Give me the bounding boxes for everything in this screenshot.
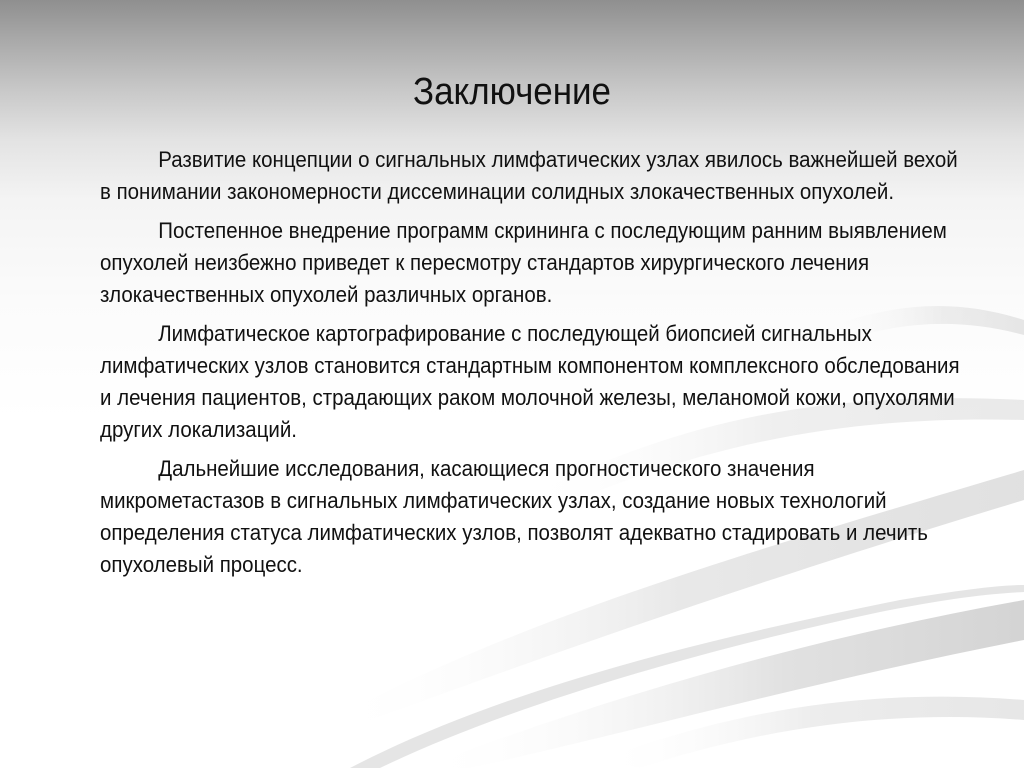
paragraph-further-research: Дальнейшие исследования, касающиеся прогностического значения микрометастазов в сигнальных лимфатических узлах, создание новых технологий определения статуса лимфатических узлов, позволят адекватно стадировать и лечить опухолевый процесс.	[100, 456, 928, 577]
slide-title: Заключение	[412, 71, 612, 113]
slide-body	[100, 144, 960, 588]
paragraph-sentinel-concept: Развитие концепции о сигнальных лимфатических узлах явилось важнейшей вехой в понимании закономерности диссеминации солидных злокачественных опухолей.	[100, 147, 958, 204]
paragraph-screening: Постепенное внедрение программ скрининга с последующим ранним выявлением опухолей неизбежно приведет к пересмотру стандартов хирургического лечения злокачественных опухолей различных органов.	[100, 218, 947, 307]
paragraph-lymphatic-mapping: Лимфатическое картографирование с последующей биопсией сигнальных лимфатических узлов становится стандартным компонентом комплексного обследования и лечения пациентов, страдающих раком молочной железы, меланомой кожи, опухолями других локализаций.	[100, 321, 960, 442]
